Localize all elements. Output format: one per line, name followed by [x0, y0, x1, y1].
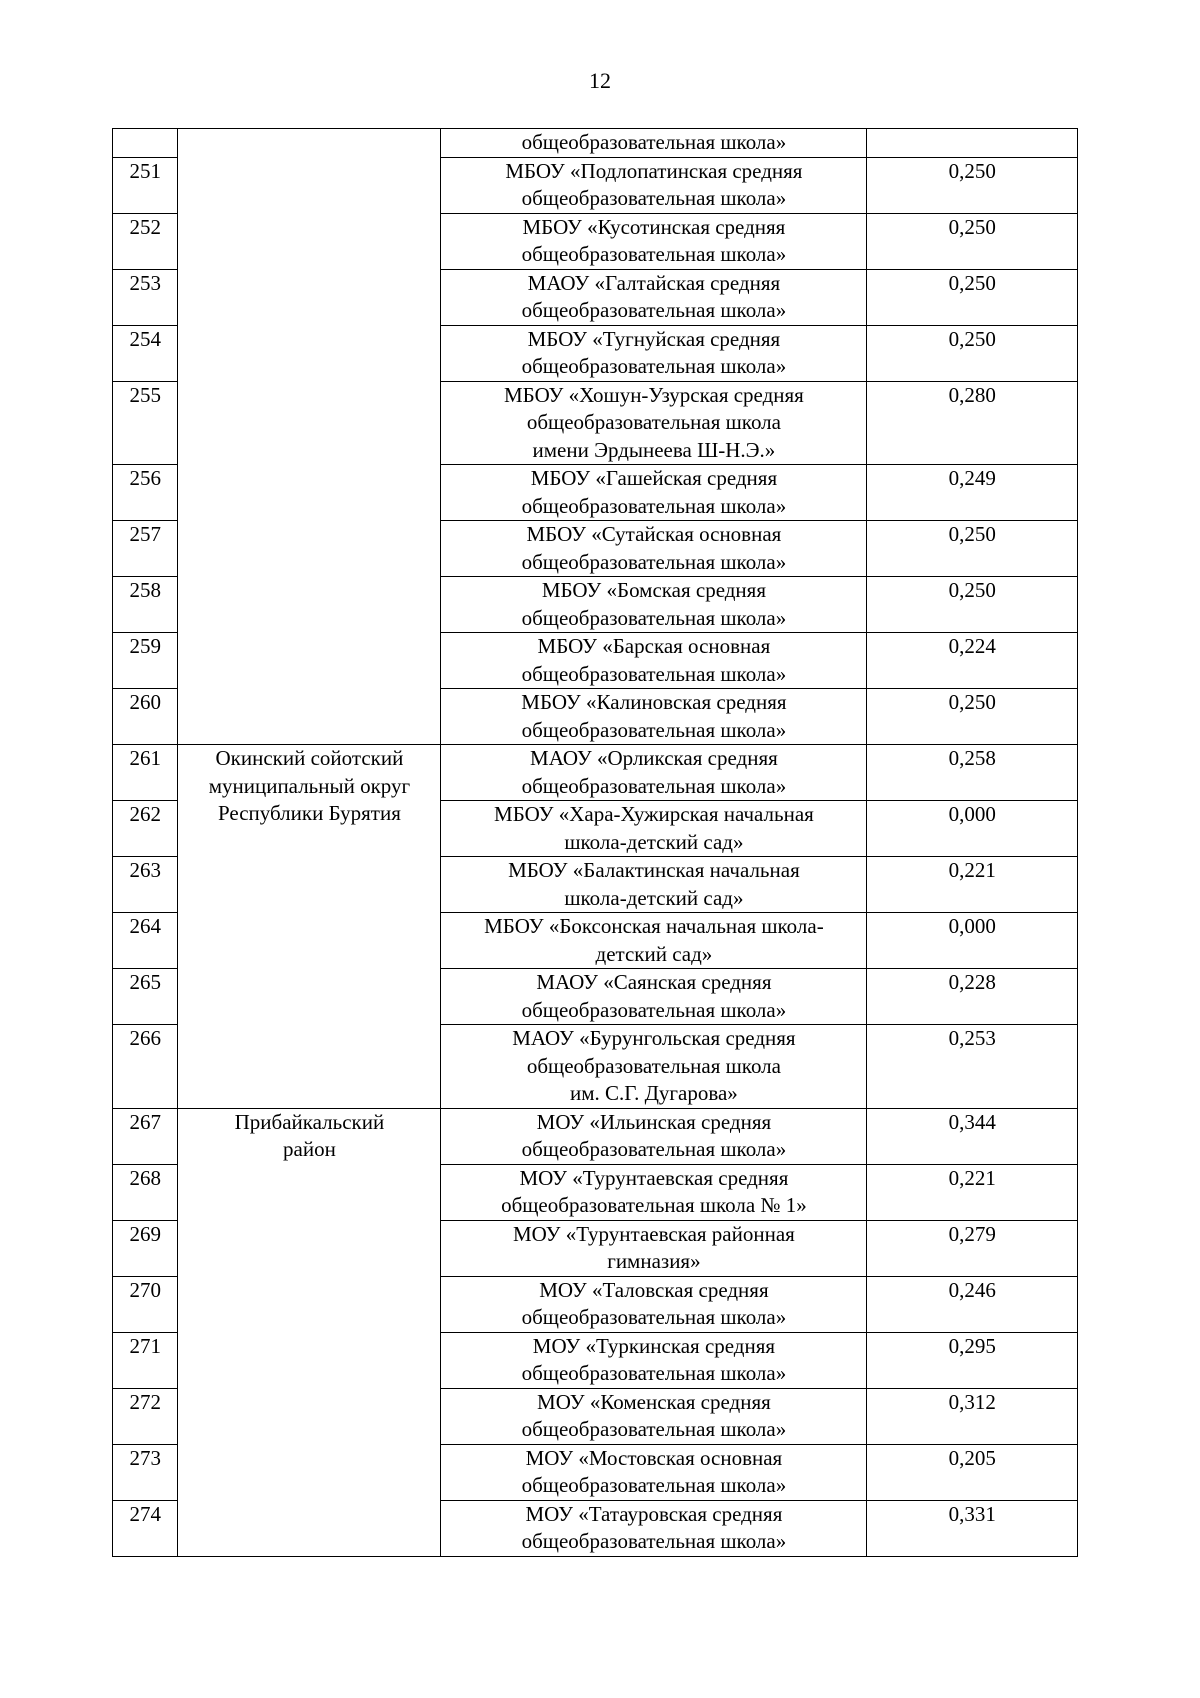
- row-number: 260: [113, 689, 178, 745]
- row-number: 270: [113, 1276, 178, 1332]
- school-name-cell: [441, 129, 867, 158]
- row-number: 251: [113, 157, 178, 213]
- school-name-line: МБОУ «Барская основная: [537, 634, 771, 658]
- school-name-line: МОУ «Туркинская средняя: [532, 1333, 776, 1358]
- school-name-cell: [441, 633, 867, 689]
- school-name-line: общеобразовательная школа»: [521, 1361, 787, 1385]
- row-number: [113, 129, 178, 158]
- row-number: 258: [113, 577, 178, 633]
- school-name-cell: [441, 969, 867, 1025]
- value-cell: 0,228: [867, 969, 1078, 1025]
- table-body: [113, 129, 1078, 1557]
- table-row: [113, 745, 1078, 801]
- school-name-cell: [441, 1164, 867, 1220]
- school-name-line: общеобразовательная школа»: [521, 1417, 787, 1441]
- school-name-line: МОУ «Турунтаевская средняя: [519, 1165, 789, 1190]
- school-name-line: школа-детский сад»: [564, 829, 744, 854]
- school-name-cell: [441, 1108, 867, 1164]
- row-number: 254: [113, 325, 178, 381]
- table-row-continuation: [113, 129, 1078, 158]
- school-name-line: общеобразовательная школа»: [521, 661, 787, 686]
- school-name-cell: [441, 1220, 867, 1276]
- school-name-line: МАОУ «Саянская средняя: [536, 970, 772, 994]
- value-cell: 0,221: [867, 857, 1078, 913]
- value-cell: 0,249: [867, 465, 1078, 521]
- row-number: 269: [113, 1220, 178, 1276]
- school-name-cell: [441, 269, 867, 325]
- school-name-line: школа-детский сад»: [564, 885, 744, 910]
- school-name-line: гимназия»: [607, 1249, 701, 1273]
- value-cell: [867, 129, 1078, 158]
- school-name-line: МБОУ «Кусотинская средняя: [522, 214, 786, 239]
- value-cell: 0,312: [867, 1388, 1078, 1444]
- value-cell: 0,279: [867, 1220, 1078, 1276]
- value-cell: 0,250: [867, 213, 1078, 269]
- row-number: 262: [113, 801, 178, 857]
- school-name-line: имени Эрдынеева Ш-Н.Э.»: [532, 437, 776, 462]
- row-number: 257: [113, 521, 178, 577]
- district-name-line: Окинский сойотский: [215, 746, 404, 770]
- school-name-line: общеобразовательная школа»: [521, 773, 787, 798]
- school-name-line: общеобразовательная школа»: [521, 298, 787, 322]
- value-cell: 0,331: [867, 1500, 1078, 1556]
- school-name-line: общеобразовательная школа»: [521, 1529, 787, 1553]
- school-name-cell: [441, 801, 867, 857]
- school-name-cell: [441, 857, 867, 913]
- school-name-cell: [441, 689, 867, 745]
- row-number: 253: [113, 269, 178, 325]
- school-name-cell: [441, 325, 867, 381]
- row-number: 252: [113, 213, 178, 269]
- value-cell: 0,250: [867, 157, 1078, 213]
- district-cell: [178, 129, 441, 745]
- value-cell: 0,250: [867, 577, 1078, 633]
- school-name-cell: [441, 1025, 867, 1109]
- district-cell: [178, 1108, 441, 1556]
- school-name-line: МАОУ «Бурунгольская средняя: [512, 1026, 796, 1050]
- school-name-line: им. С.Г. Дугарова»: [570, 1081, 738, 1105]
- school-name-line: МБОУ «Бомская средняя: [541, 578, 766, 602]
- school-name-line: общеобразовательная школа»: [521, 493, 787, 518]
- page-number: 12: [589, 68, 611, 93]
- school-name-line: общеобразовательная школа № 1»: [501, 1193, 807, 1217]
- school-name-cell: [441, 465, 867, 521]
- school-name-line: МОУ «Ильинская средняя: [536, 1109, 772, 1134]
- school-name-line: общеобразовательная школа»: [521, 1305, 787, 1329]
- value-cell: 0,000: [867, 801, 1078, 857]
- school-name-line: МОУ «Коменская средняя: [537, 1389, 771, 1414]
- school-name-line: МБОУ «Сутайская основная: [526, 522, 782, 546]
- value-cell: 0,344: [867, 1108, 1078, 1164]
- school-name-line: МАОУ «Галтайская средняя: [527, 270, 781, 295]
- school-name-line: МБОУ «Подлопатинская средняя: [505, 158, 803, 183]
- row-number: 259: [113, 633, 178, 689]
- row-number: 271: [113, 1332, 178, 1388]
- value-cell: 0,221: [867, 1164, 1078, 1220]
- school-name-cell: [441, 1332, 867, 1388]
- school-name-line: МБОУ «Тугнуйская средняя: [527, 326, 781, 351]
- value-cell: 0,250: [867, 689, 1078, 745]
- school-name-cell: [441, 521, 867, 577]
- school-name-line: общеобразовательная школа: [526, 410, 781, 434]
- school-name-line: МБОУ «Гашейская средняя: [530, 466, 778, 490]
- value-cell: 0,258: [867, 745, 1078, 801]
- value-cell: 0,253: [867, 1025, 1078, 1109]
- value-cell: 0,224: [867, 633, 1078, 689]
- school-name-line: общеобразовательная школа»: [521, 549, 787, 574]
- school-name-cell: [441, 1276, 867, 1332]
- district-name-line: Республики Бурятия: [217, 801, 401, 825]
- value-cell: 0,250: [867, 521, 1078, 577]
- row-number: 267: [113, 1108, 178, 1164]
- school-name-line: общеобразовательная школа»: [521, 354, 787, 378]
- row-number: 261: [113, 745, 178, 801]
- row-number: 265: [113, 969, 178, 1025]
- district-name-line: Прибайкальский: [234, 1109, 385, 1134]
- schools-table: [112, 128, 1078, 1557]
- school-name-cell: [441, 745, 867, 801]
- school-name-cell: [441, 381, 867, 465]
- school-name-cell: [441, 913, 867, 969]
- school-name-line: общеобразовательная школа»: [521, 717, 787, 742]
- school-name-cell: [441, 213, 867, 269]
- value-cell: 0,295: [867, 1332, 1078, 1388]
- row-number: 263: [113, 857, 178, 913]
- row-number: 256: [113, 465, 178, 521]
- school-name-line: МОУ «Мостовская основная: [525, 1445, 783, 1470]
- school-name-line: МБОУ «Боксонская начальная школа-: [484, 914, 824, 938]
- school-name-line: общеобразовательная школа: [526, 1053, 781, 1078]
- school-name-line: МОУ «Турунтаевская районная: [512, 1221, 795, 1246]
- value-cell: 0,250: [867, 269, 1078, 325]
- school-name-line: общеобразовательная школа»: [521, 997, 787, 1022]
- school-name-line: общеобразовательная школа»: [521, 186, 787, 210]
- row-number: 274: [113, 1500, 178, 1556]
- district-name-line: муниципальный округ: [208, 773, 411, 798]
- school-name-cell: [441, 577, 867, 633]
- school-name-line: общеобразовательная школа»: [521, 242, 787, 266]
- school-name-line: общеобразовательная школа»: [521, 1137, 787, 1161]
- school-name-line: МОУ «Таловская средняя: [539, 1277, 769, 1302]
- row-number: 268: [113, 1164, 178, 1220]
- school-name-line: общеобразовательная школа»: [521, 1473, 787, 1497]
- row-number: 266: [113, 1025, 178, 1109]
- school-name-line: МОУ «Татауровская средняя: [525, 1501, 783, 1526]
- value-cell: 0,250: [867, 325, 1078, 381]
- school-name-line: общеобразовательная школа»: [521, 130, 787, 154]
- school-name-line: детский сад»: [595, 941, 713, 966]
- district-cell: [178, 745, 441, 1109]
- school-name-line: МБОУ «Хара-Хужирская начальная: [494, 802, 814, 826]
- school-name-line: МБОУ «Хошун-Узурская средняя: [503, 382, 804, 407]
- row-number: 272: [113, 1388, 178, 1444]
- value-cell: 0,205: [867, 1444, 1078, 1500]
- value-cell: 0,280: [867, 381, 1078, 465]
- school-name-line: МБОУ «Балактинская начальная: [508, 858, 800, 882]
- value-cell: 0,000: [867, 913, 1078, 969]
- row-number: 273: [113, 1444, 178, 1500]
- school-name-line: МАОУ «Орликская средняя: [530, 746, 778, 770]
- school-name-cell: [441, 1500, 867, 1556]
- row-number: 264: [113, 913, 178, 969]
- school-name-line: общеобразовательная школа»: [521, 605, 787, 630]
- district-name-line: район: [283, 1137, 336, 1161]
- school-name-line: МБОУ «Калиновская средняя: [521, 690, 787, 714]
- value-cell: 0,246: [867, 1276, 1078, 1332]
- school-name-cell: [441, 1444, 867, 1500]
- table-row: [113, 1108, 1078, 1164]
- school-name-cell: [441, 157, 867, 213]
- school-name-cell: [441, 1388, 867, 1444]
- row-number: 255: [113, 381, 178, 465]
